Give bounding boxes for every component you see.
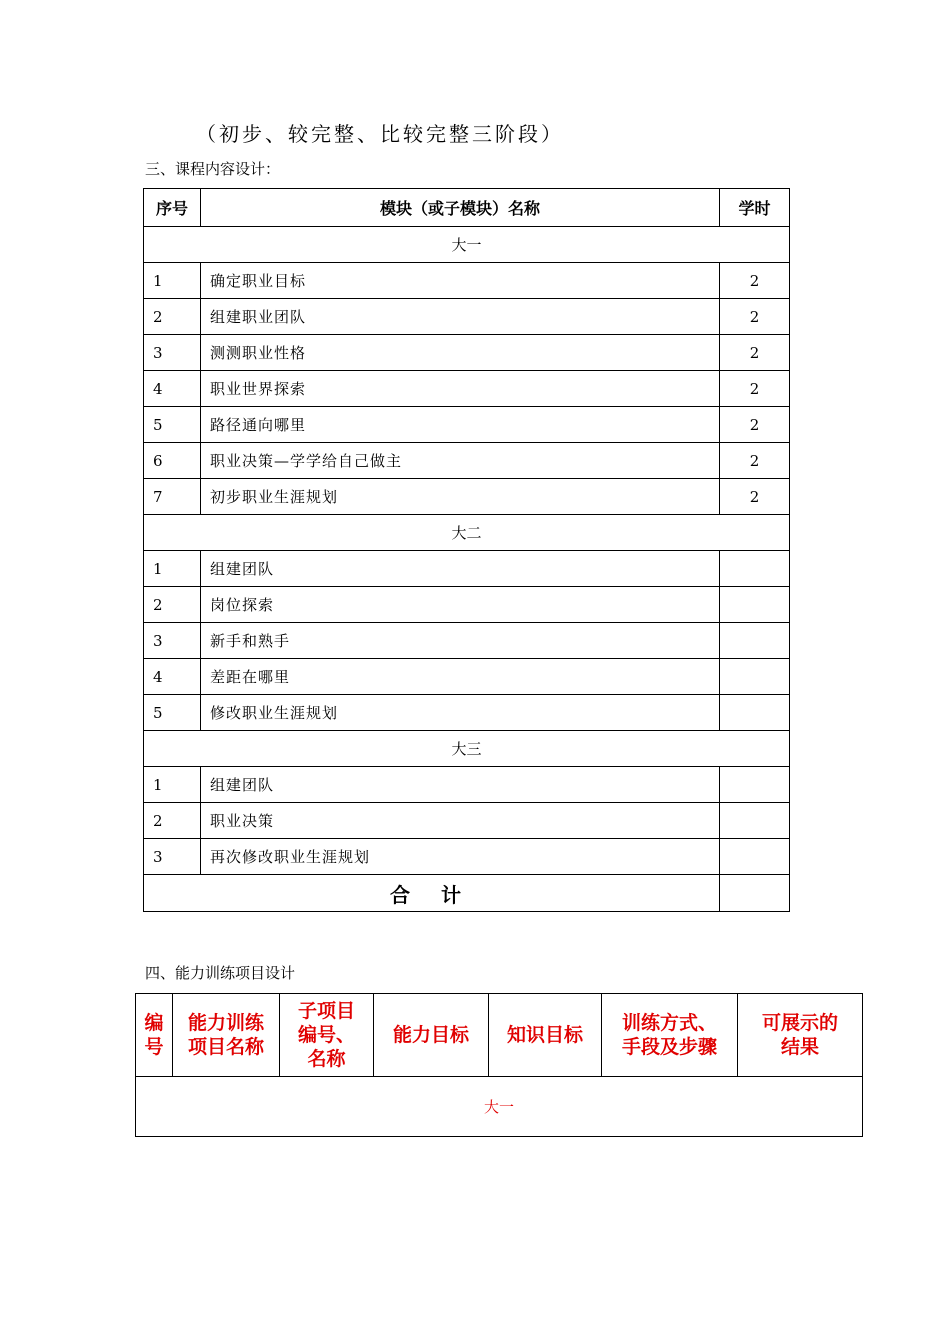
- training-header-5: [602, 994, 738, 1077]
- row-number: 5: [144, 695, 201, 731]
- row-number: 4: [144, 371, 201, 407]
- row-number: 1: [144, 263, 201, 299]
- row-hours: 2: [720, 299, 790, 335]
- row-number: 3: [144, 623, 201, 659]
- header-line: 编号、: [297, 1024, 355, 1046]
- table-header-row: [144, 189, 790, 227]
- header-line: 子项目: [297, 1000, 355, 1022]
- table-row: [144, 443, 790, 479]
- training-header-3: [374, 994, 489, 1077]
- header-line: 训练方式、: [621, 1012, 717, 1034]
- table-row: [144, 587, 790, 623]
- table-row: [144, 407, 790, 443]
- row-number: 2: [144, 803, 201, 839]
- row-number: 3: [144, 335, 201, 371]
- training-header-row: [136, 994, 863, 1077]
- table-row: [144, 479, 790, 515]
- year-label: 大二: [144, 515, 790, 551]
- row-hours: [720, 767, 790, 803]
- row-hours: 2: [720, 407, 790, 443]
- table-row: [144, 371, 790, 407]
- module-name: 职业决策: [201, 803, 720, 839]
- module-name: 新手和熟手: [201, 623, 720, 659]
- header-line: 手段及步骤: [621, 1036, 717, 1058]
- module-name: 组建职业团队: [201, 299, 720, 335]
- row-number: 6: [144, 443, 201, 479]
- header-line: 知识目标: [506, 1024, 583, 1046]
- row-number: 5: [144, 407, 201, 443]
- table-row: [144, 695, 790, 731]
- table-row: [144, 623, 790, 659]
- module-name: 岗位探索: [201, 587, 720, 623]
- row-hours: 2: [720, 371, 790, 407]
- section4-heading: 四、能力训练项目设计: [145, 964, 296, 982]
- training-project-table: [135, 993, 863, 1137]
- table-row: [144, 263, 790, 299]
- year-row: [144, 227, 790, 263]
- table-row: [144, 659, 790, 695]
- year-label: 大一: [144, 227, 790, 263]
- stage-title: （初步、较完整、比较完整三阶段）: [196, 122, 564, 146]
- total-value: [720, 875, 790, 912]
- row-hours: [720, 659, 790, 695]
- table-row: [144, 767, 790, 803]
- module-name: 确定职业目标: [201, 263, 720, 299]
- row-number: 1: [144, 551, 201, 587]
- header-line: 可展示的: [761, 1012, 838, 1034]
- header-line: 号: [144, 1036, 164, 1058]
- header-hours: 学时: [720, 189, 790, 227]
- year-row: [144, 731, 790, 767]
- course-content-table: [143, 188, 790, 912]
- header-line: 名称: [307, 1048, 346, 1070]
- row-hours: [720, 839, 790, 875]
- training-header-1: [173, 994, 280, 1077]
- header-line: 能力训练: [187, 1012, 264, 1034]
- total-label: 合 计: [144, 875, 720, 912]
- row-hours: [720, 587, 790, 623]
- row-number: 4: [144, 659, 201, 695]
- header-line: 能力目标: [392, 1024, 469, 1046]
- training-header-0: [136, 994, 173, 1077]
- table-row: [144, 803, 790, 839]
- header-line: 编: [144, 1012, 164, 1034]
- year-row: [144, 515, 790, 551]
- row-hours: 2: [720, 479, 790, 515]
- year-label: 大三: [144, 731, 790, 767]
- row-hours: 2: [720, 335, 790, 371]
- table-row: [144, 299, 790, 335]
- module-name: 测测职业性格: [201, 335, 720, 371]
- table-row: [144, 551, 790, 587]
- row-number: 7: [144, 479, 201, 515]
- total-row: [144, 875, 790, 912]
- header-line: 结果: [780, 1036, 819, 1058]
- module-name: 修改职业生涯规划: [201, 695, 720, 731]
- training-header-4: [489, 994, 602, 1077]
- row-number: 1: [144, 767, 201, 803]
- module-name: 差距在哪里: [201, 659, 720, 695]
- section3-heading: 三、课程内容设计：: [145, 160, 281, 178]
- row-hours: 2: [720, 263, 790, 299]
- training-header-6: [738, 994, 863, 1077]
- row-number: 2: [144, 587, 201, 623]
- row-hours: [720, 695, 790, 731]
- module-name: 组建团队: [201, 551, 720, 587]
- row-number: 2: [144, 299, 201, 335]
- header-module-name: 模块（或子模块）名称: [201, 189, 720, 227]
- module-name: 再次修改职业生涯规划: [201, 839, 720, 875]
- year-label: 大一: [136, 1077, 863, 1137]
- module-name: 路径通向哪里: [201, 407, 720, 443]
- row-hours: 2: [720, 443, 790, 479]
- training-header-2: [280, 994, 374, 1077]
- training-year-row: [136, 1077, 863, 1137]
- module-name: 组建团队: [201, 767, 720, 803]
- module-name: 职业决策—学学给自己做主: [201, 443, 720, 479]
- row-number: 3: [144, 839, 201, 875]
- row-hours: [720, 803, 790, 839]
- row-hours: [720, 551, 790, 587]
- table-row: [144, 335, 790, 371]
- module-name: 职业世界探索: [201, 371, 720, 407]
- header-num: 序号: [144, 189, 201, 227]
- header-line: 项目名称: [187, 1036, 264, 1058]
- table-row: [144, 839, 790, 875]
- module-name: 初步职业生涯规划: [201, 479, 720, 515]
- row-hours: [720, 623, 790, 659]
